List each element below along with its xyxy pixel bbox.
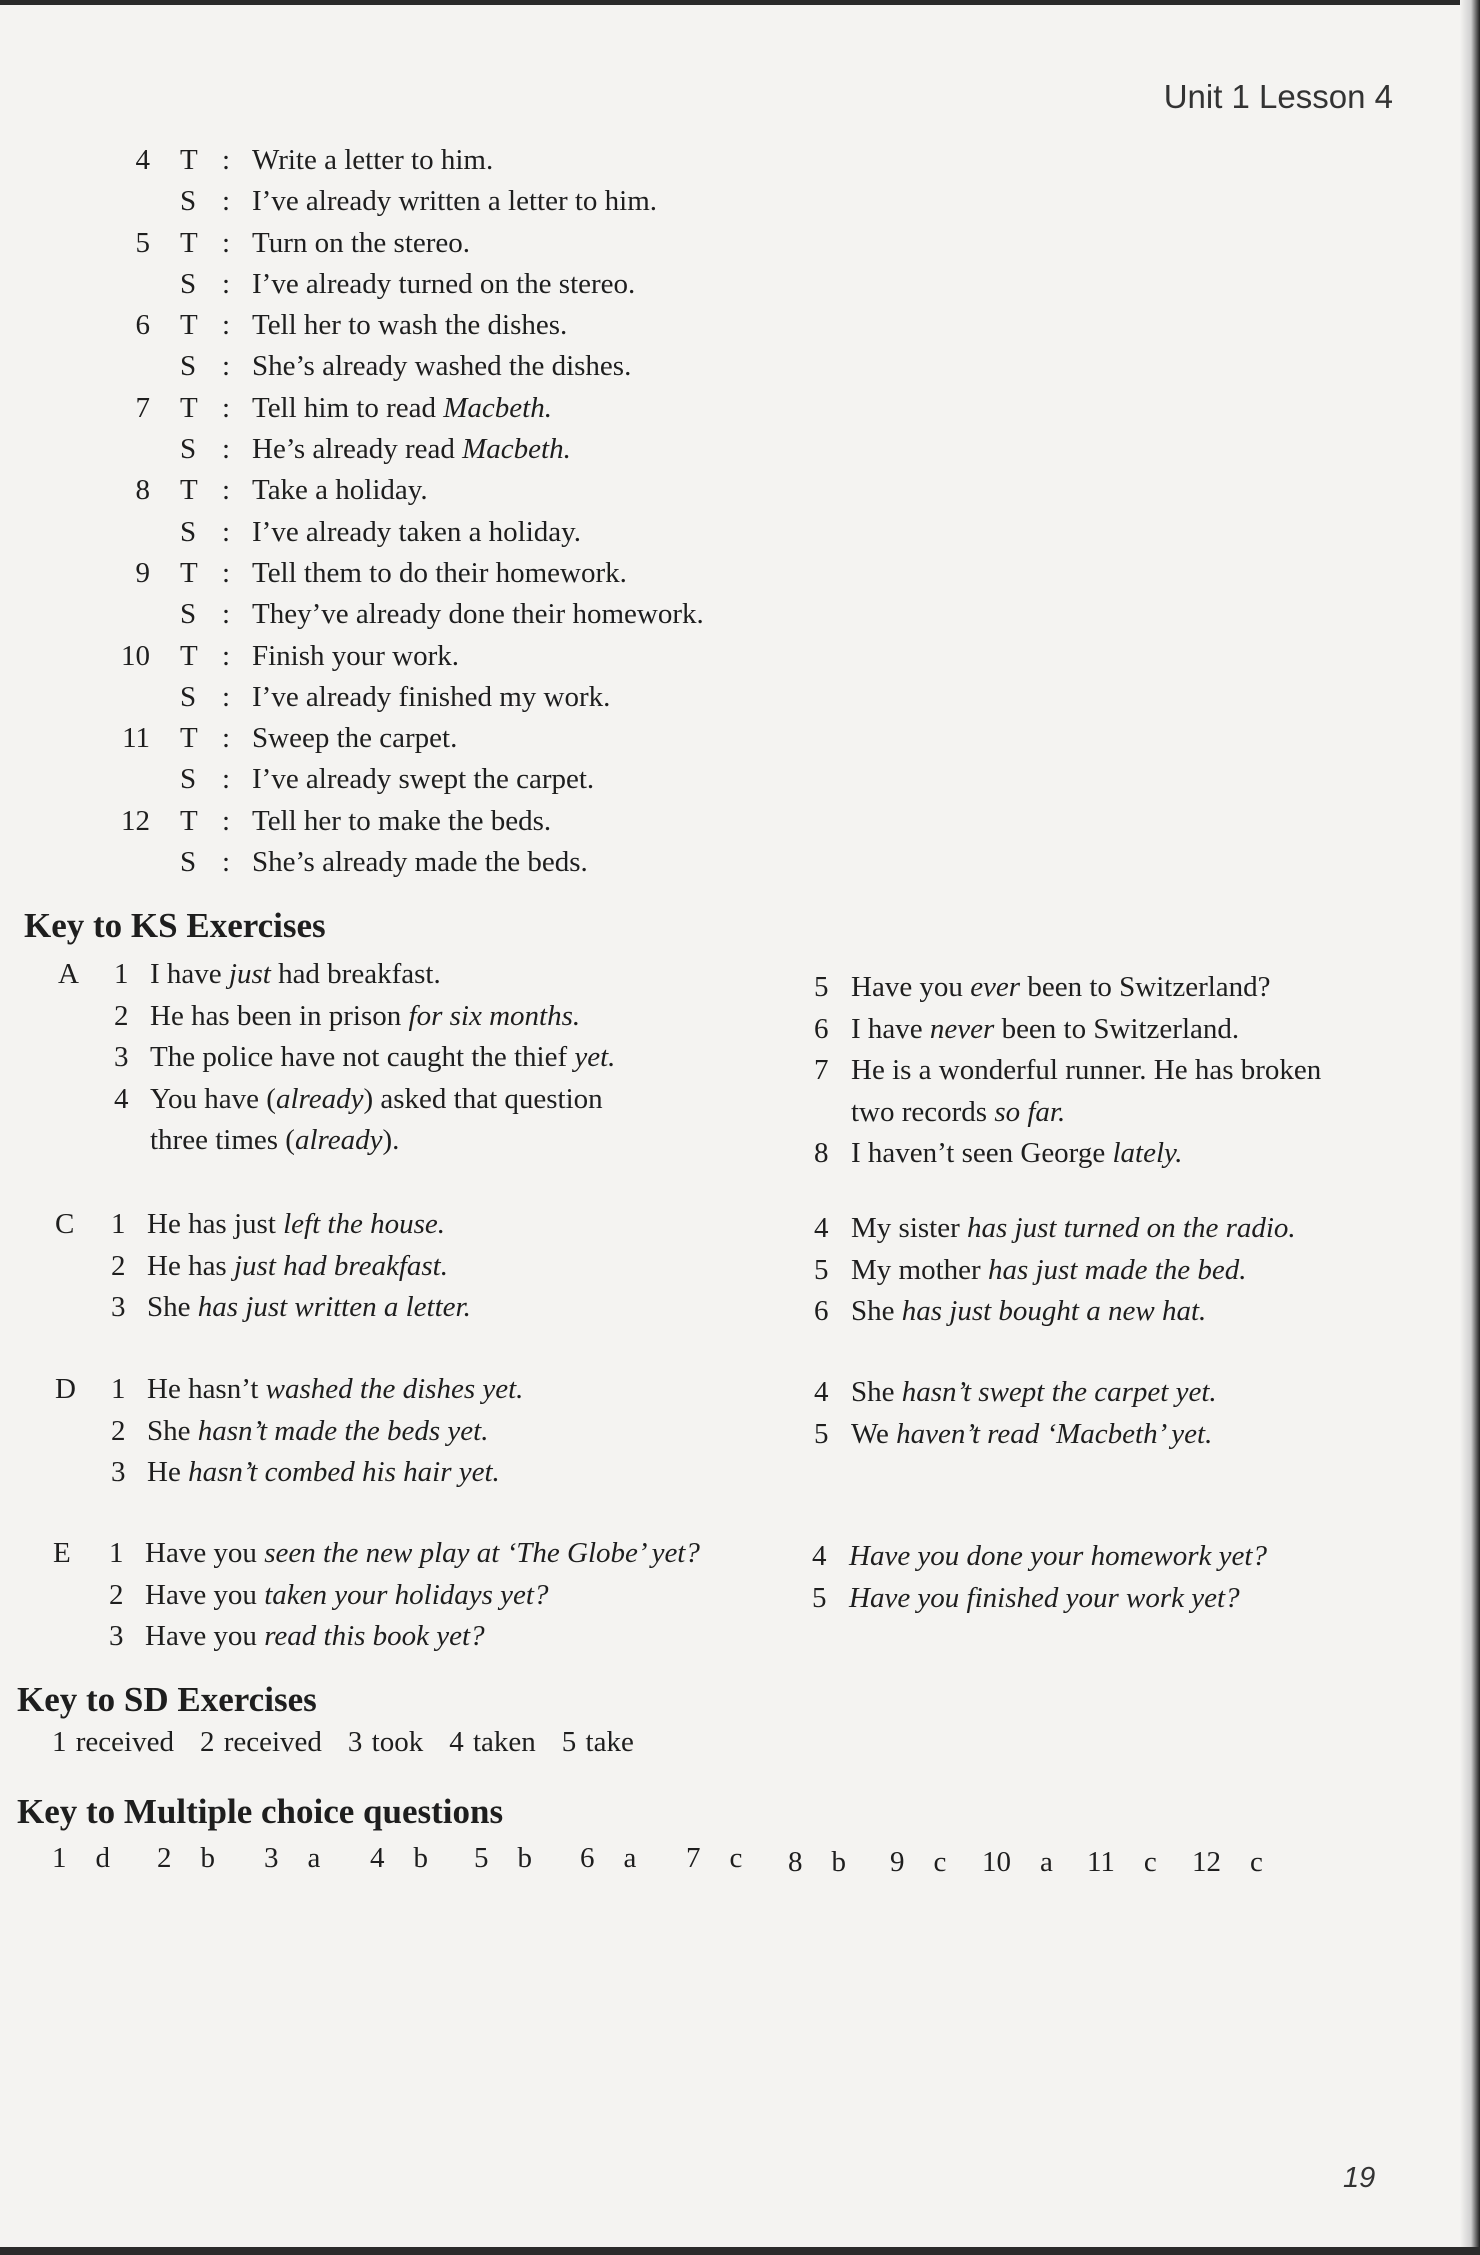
item-text [851, 1372, 1217, 1414]
item-text [851, 1050, 1321, 1092]
italic-text: just [228, 958, 271, 990]
mcq-answer: 6 a [580, 1842, 637, 1874]
text-run: Have you [145, 1537, 265, 1569]
text-run: He’s already read [252, 433, 463, 466]
item-number: 2 [109, 1578, 124, 1611]
item-number: 4 [814, 1212, 829, 1244]
item-number: 1 [111, 1373, 126, 1405]
teacher-label: T [180, 804, 198, 837]
text-run: He has just [147, 1208, 284, 1240]
drill-text: I’ve already turned on the stereo. [252, 267, 636, 300]
item-number: 3 [111, 1456, 126, 1488]
sd-answer: 2 received [199, 1726, 322, 1758]
exercise-letter: E [53, 1537, 71, 1569]
item-text [145, 1616, 485, 1658]
text-run: My mother [851, 1253, 988, 1286]
italic-text: haven’t read ‘Macbeth’ yet. [896, 1417, 1213, 1450]
student-label: S [180, 267, 197, 300]
text-run: been to Switzerland? [1020, 971, 1271, 1003]
item-number: 3 [114, 1041, 129, 1073]
item-number: 2 [111, 1249, 126, 1282]
colon: : [222, 433, 231, 466]
item-number: 2 [111, 1414, 126, 1447]
ks-heading: Key to KS Exercises [24, 906, 326, 945]
item-text [851, 1208, 1296, 1250]
item-text [147, 1369, 523, 1411]
item-number: 3 [111, 1291, 126, 1323]
item-number: 3 [109, 1620, 124, 1652]
teacher-label: T [180, 226, 198, 259]
mcq-answer: 5 b [474, 1842, 532, 1874]
drill-number: 4 [135, 144, 150, 176]
drill-text: I’ve already swept the carpet. [252, 763, 595, 796]
item-text [147, 1246, 448, 1288]
student-label: S [180, 598, 197, 631]
teacher-label: T [180, 144, 198, 176]
item-text [150, 1079, 603, 1121]
text-run: Have you [851, 971, 971, 1003]
text-run: She [147, 1414, 198, 1447]
drill-text: Write a letter to him. [252, 144, 494, 176]
colon: : [222, 474, 231, 507]
drill-number: 8 [135, 474, 150, 507]
item-number: 4 [814, 1376, 829, 1408]
colon: : [222, 515, 231, 548]
italic-text: left the house. [283, 1208, 446, 1240]
item-number: 5 [814, 971, 829, 1003]
italic-text: never [929, 1012, 995, 1045]
bottom-border [0, 2247, 1480, 2255]
text-run: The police have not caught the thief [150, 1041, 575, 1073]
mcq-answer: 4 b [370, 1842, 428, 1874]
italic-text: Macbeth. [443, 391, 552, 424]
text-run: She [147, 1291, 198, 1323]
text-run: You have ( [150, 1082, 276, 1115]
text-run: I have [851, 1012, 930, 1045]
student-label: S [180, 350, 197, 383]
text-run: He [147, 1456, 189, 1488]
colon: : [222, 226, 231, 259]
item-number: 1 [109, 1537, 124, 1569]
italic-text: ever [970, 971, 1021, 1003]
colon: : [222, 185, 231, 218]
drill-text: I’ve already written a letter to him. [252, 185, 658, 218]
colon: : [222, 639, 231, 672]
item-text [150, 996, 580, 1038]
page-edge-shadow [1460, 0, 1480, 2255]
top-border [0, 0, 1480, 5]
italic-text: already [294, 1124, 383, 1156]
text-run: I haven’t seen George [851, 1137, 1113, 1169]
drill-number: 10 [121, 639, 150, 672]
italic-text: yet. [574, 1041, 616, 1073]
mcq-answer: 8 b [788, 1846, 846, 1878]
item-text [851, 1092, 1065, 1134]
item-number: 5 [812, 1581, 827, 1614]
drill-text: Tell her to make the beds. [252, 804, 552, 837]
colon: : [222, 144, 231, 176]
italic-text: for six months. [408, 999, 581, 1032]
drill-number: 7 [135, 391, 150, 424]
text-run: He has been in prison [150, 999, 409, 1032]
item-number: 6 [814, 1012, 829, 1045]
colon: : [222, 722, 231, 755]
italic-text: has just made the bed. [987, 1253, 1247, 1286]
drill-text: She’s already washed the dishes. [252, 350, 632, 383]
mcq-heading: Key to Multiple choice questions [17, 1792, 504, 1831]
mcq-answer: 10 a [982, 1846, 1053, 1878]
item-number: 5 [814, 1417, 829, 1450]
text-run: Have you [145, 1578, 265, 1611]
drill-text: She’s already made the beds. [252, 846, 588, 879]
item-text [150, 1037, 615, 1079]
colon: : [222, 846, 231, 879]
item-text [145, 1575, 548, 1617]
drill-number: 11 [122, 722, 150, 755]
mcq-answer: 12 c [1192, 1846, 1263, 1878]
italic-text: has just bought a new hat. [901, 1295, 1207, 1327]
student-label: S [180, 515, 197, 548]
item-text [849, 1536, 1267, 1578]
italic-text: lately. [1112, 1137, 1183, 1169]
teacher-label: T [180, 391, 198, 424]
item-number: 1 [114, 958, 129, 990]
text-run: been to Switzerland. [994, 1012, 1240, 1045]
mcq-answer: 2 b [157, 1842, 215, 1874]
italic-text: has just written a letter. [197, 1291, 471, 1323]
italic-text: has just turned on the radio. [967, 1212, 1296, 1244]
mcq-answer: 11 c [1087, 1846, 1157, 1878]
text-run: two records [851, 1095, 995, 1128]
drill-text: They’ve already done their homework. [252, 598, 704, 631]
italic-text: so far. [994, 1095, 1066, 1128]
colon: : [222, 350, 231, 383]
mcq-answer: 1 d [52, 1842, 110, 1874]
item-text [851, 967, 1271, 1009]
item-text [147, 1411, 489, 1453]
teacher-label: T [180, 722, 198, 755]
text-run: ) asked that question [363, 1082, 603, 1115]
italic-text: hasn’t made the beds yet. [197, 1414, 489, 1447]
text-run: ). [382, 1124, 400, 1156]
italic-text: just had breakfast. [233, 1249, 448, 1282]
exercise-letter: C [55, 1208, 75, 1240]
colon: : [222, 598, 231, 631]
teacher-label: T [180, 309, 198, 342]
item-text [851, 1009, 1239, 1051]
sd-answer: 4 taken [449, 1726, 536, 1758]
colon: : [222, 556, 231, 589]
sd-answer: 1 received [52, 1726, 174, 1758]
drill-text: Turn on the stereo. [252, 226, 471, 259]
italic-text: seen the new play at ‘The Globe’ yet? [264, 1537, 700, 1569]
text-run: Have you [145, 1620, 265, 1652]
item-text [145, 1533, 700, 1575]
italic-text: Macbeth. [462, 433, 571, 466]
student-label: S [180, 763, 197, 796]
text-run: My sister [851, 1212, 967, 1244]
drill-text: Tell her to wash the dishes. [252, 309, 568, 342]
student-label: S [180, 433, 197, 466]
colon: : [222, 309, 231, 342]
item-text [851, 1414, 1212, 1456]
item-text [851, 1291, 1206, 1333]
sd-answers [52, 1726, 660, 1759]
drill-text: Take a holiday. [252, 474, 428, 507]
italic-text: Have you done your homework yet? [849, 1540, 1267, 1572]
italic-text: taken your holidays yet? [264, 1578, 549, 1611]
text-run: She [851, 1376, 902, 1408]
drill-number: 9 [135, 556, 150, 589]
italic-text: Have you finished your work yet? [849, 1581, 1240, 1614]
item-text [147, 1287, 471, 1329]
text-run: three times ( [150, 1124, 295, 1156]
text-run: She [851, 1295, 902, 1327]
item-number: 4 [812, 1540, 827, 1572]
drill-text: Tell them to do their homework. [252, 556, 627, 589]
colon: : [222, 763, 231, 796]
teacher-label: T [180, 556, 198, 589]
exercise-letter: D [55, 1373, 76, 1405]
colon: : [222, 804, 231, 837]
student-label: S [180, 680, 197, 713]
colon: : [222, 267, 231, 300]
item-number: 5 [814, 1253, 829, 1286]
item-text [849, 1578, 1240, 1620]
item-number: 6 [814, 1295, 829, 1327]
item-text [851, 1133, 1183, 1175]
text-run: Tell him to read [252, 391, 444, 424]
exercise-letter: A [58, 958, 79, 990]
student-label: S [180, 846, 197, 879]
drill-number: 12 [121, 804, 150, 837]
colon: : [222, 680, 231, 713]
drill-number: 6 [135, 309, 150, 342]
teacher-label: T [180, 474, 198, 507]
drill-text: Sweep the carpet. [252, 722, 458, 755]
mcq-answer: 9 c [890, 1846, 947, 1878]
sd-answer: 5 take [561, 1726, 634, 1758]
text-run: He is a wonderful runner. He has broken [851, 1054, 1322, 1086]
drill-text: I’ve already taken a holiday. [252, 515, 582, 548]
italic-text: already [275, 1082, 364, 1115]
text-run: He has [147, 1249, 234, 1282]
drill-number: 5 [135, 226, 150, 259]
mcq-answer: 3 a [264, 1842, 321, 1874]
item-number: 1 [111, 1208, 126, 1240]
teacher-label: T [180, 639, 198, 672]
item-number: 2 [114, 999, 129, 1032]
student-label: S [180, 185, 197, 218]
item-text [147, 1204, 445, 1246]
italic-text: washed the dishes yet. [265, 1373, 524, 1405]
drill-text [252, 429, 571, 470]
item-number: 8 [814, 1137, 829, 1169]
drill-text: I’ve already finished my work. [252, 680, 611, 713]
item-text [147, 1452, 500, 1494]
sd-answer: 3 took [347, 1726, 424, 1758]
sd-heading: Key to SD Exercises [17, 1680, 317, 1719]
text-run: had breakfast. [270, 958, 441, 990]
text-run: I have [150, 958, 229, 990]
drill-text [252, 388, 552, 429]
italic-text: read this book yet? [264, 1620, 485, 1652]
item-text [851, 1250, 1247, 1292]
text-run: We [851, 1417, 897, 1450]
text-run: He hasn’t [147, 1373, 266, 1405]
colon: : [222, 391, 231, 424]
italic-text: hasn’t combed his hair yet. [188, 1456, 500, 1488]
drill-text: Finish your work. [252, 639, 460, 672]
italic-text: hasn’t swept the carpet yet. [901, 1376, 1217, 1408]
item-text [150, 1120, 399, 1162]
page-number: 19 [1343, 2162, 1376, 2194]
item-number: 4 [114, 1082, 129, 1115]
mcq-answer: 7 c [686, 1842, 743, 1874]
item-text [150, 954, 441, 996]
unit-lesson-header: Unit 1 Lesson 4 [1163, 78, 1393, 115]
item-number: 7 [814, 1054, 829, 1086]
